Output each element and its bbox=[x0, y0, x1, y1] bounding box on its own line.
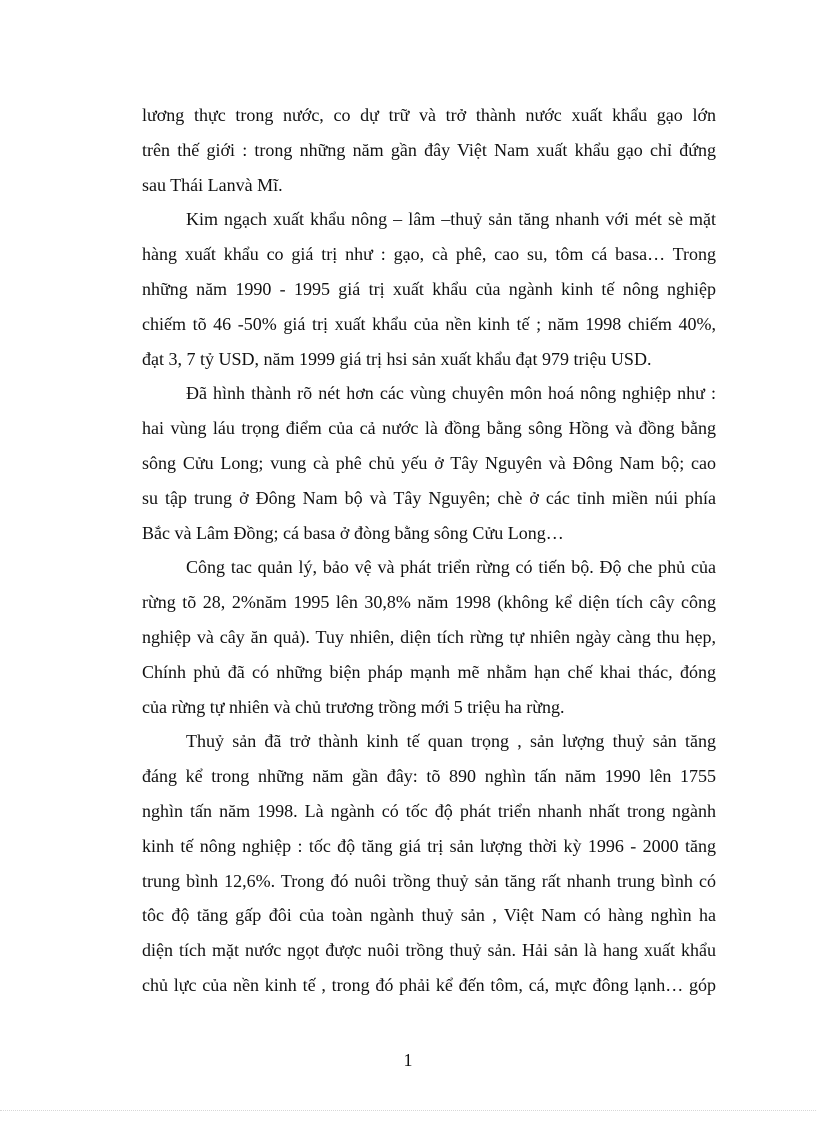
text-line: Bắc và Lâm Đồng; cá basa ở đòng bằng sông Cửu Long… bbox=[142, 522, 564, 543]
page-number: 1 bbox=[403, 1050, 413, 1070]
text-line: kinh tế nông nghiệp : tốc độ tăng giá trị sản lượng thời kỳ 1996 - 2000 tăng bbox=[142, 835, 716, 856]
text-line: nghiệp và cây ăn quả). Tuy nhiên, diện tích rừng tự nhiên ngày càng thu hẹp, bbox=[142, 626, 716, 647]
text-line: chủ lực của nền kinh tế , trong đó phải kể đến tôm, cá, mực đông lạnh… góp bbox=[142, 974, 716, 995]
text-line: sau Thái Lanvà Mĩ. bbox=[142, 174, 283, 195]
text-line: sông Cửu Long; vung cà phê chủ yếu ở Tây Nguyên và Đông Nam bộ; cao bbox=[142, 452, 716, 473]
text-line: trung bình 12,6%. Trong đó nuôi trồng thuỷ sản tăng rất nhanh trung bình có bbox=[142, 870, 716, 891]
text-line: diện tích mặt nước ngọt được nuôi trồng thuỷ sản. Hải sản là hang xuất khẩu bbox=[142, 940, 716, 961]
text-line: hàng xuất khẩu co giá trị như : gạo, cà phê, cao su, tôm cá basa… Trong bbox=[142, 244, 716, 265]
text-line: lương thực trong nước, co dự trữ và trở thành nước xuất khẩu gạo lớn bbox=[142, 105, 716, 125]
text-line: rừng tõ 28, 2%năm 1995 lên 30,8% năm 1998 (không kể diện tích cây công bbox=[142, 592, 716, 613]
text-line: hai vùng láu trọng điểm của cả nước là đồng bằng sông Hồng và đồng bằng bbox=[142, 418, 716, 439]
text-line: tôc độ tăng gấp đôi của toàn ngành thuỷ sản , Việt Nam có hàng nghìn ha bbox=[142, 905, 716, 926]
paragraph-first-line: Thuỷ sản đã trở thành kinh tế quan trọng , sản lượng thuỷ sản tăng bbox=[186, 731, 716, 752]
text-line: su tập trung ở Đông Nam bộ và Tây Nguyên; chè ở các tỉnh miền núi phía bbox=[142, 487, 716, 508]
body-text bbox=[142, 98, 716, 1003]
text-line: của rừng tự nhiên và chủ trương trồng mới 5 triệu ha rừng. bbox=[142, 696, 565, 717]
page-bottom-divider bbox=[0, 1110, 816, 1111]
text-line: đáng kể trong những năm gần đây: tõ 890 nghìn tấn năm 1990 lên 1755 bbox=[142, 766, 716, 787]
text-line: trên thế giới : trong những năm gần đây Việt Nam xuất khẩu gạo chỉ đứng bbox=[142, 139, 716, 160]
text-line: nghìn tấn năm 1998. Là ngành có tốc độ phát triển nhanh nhất trong ngành bbox=[142, 800, 716, 821]
text-line: chiếm tõ 46 -50% giá trị xuất khẩu của nền kinh tế ; năm 1998 chiếm 40%, bbox=[142, 313, 716, 334]
paragraph-first-line: Kim ngạch xuất khẩu nông – lâm –thuỷ sản tăng nhanh với mét sè mặt bbox=[186, 209, 716, 230]
paragraph-first-line: Đã hình thành rõ nét hơn các vùng chuyên môn hoá nông nghiệp như : bbox=[186, 383, 716, 404]
text-line: những năm 1990 - 1995 giá trị xuất khẩu của ngành kinh tế nông nghiệp bbox=[142, 278, 716, 299]
text-line: Chính phủ đã có những biện pháp mạnh mẽ nhằm hạn chế khai thác, đóng bbox=[142, 661, 716, 682]
text-line: đạt 3, 7 tỷ USD, năm 1999 giá trị hsi sản xuất khẩu đạt 979 triệu USD. bbox=[142, 348, 652, 369]
paragraph-first-line: Công tac quản lý, bảo vệ và phát triển rừng có tiến bộ. Độ che phủ của bbox=[186, 557, 716, 578]
